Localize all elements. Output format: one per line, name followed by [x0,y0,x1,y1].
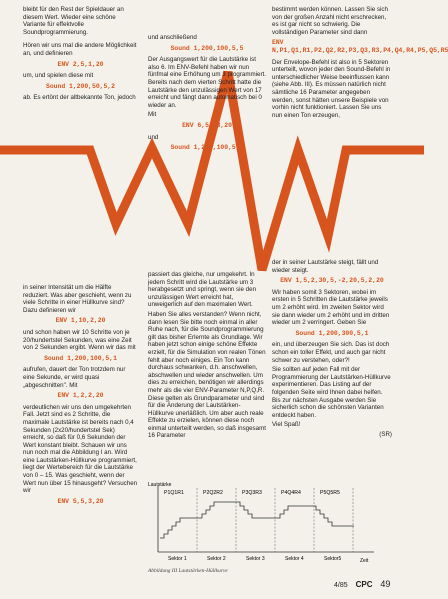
code-command: Sound 1,200,100,5,6 [170,144,244,152]
paragraph: um, und spielen diese mit [23,72,94,80]
envelope-curve [160,502,354,538]
signature: (SR) [379,430,392,438]
page-number: 49 [380,579,391,589]
code-command: ENV N,P1,Q1,R1,P2,Q2,R2,P3,Q3,R3,P4,Q4,R4,P5,Q5,R5 [272,39,448,54]
paragraph: Der Envelope-Befehl ist also in 5 Sektoren unterteilt, wovon jeder den Sound-Befehl in unterschiedlicher Weise beeinflussen kann (siehe Abb. III). Es müssen natürlich nicht sämtliche 16 Parameter angegeben werden, sonst hätten unsere Beispiele von vorhin nicht funktioniert. Lassen Sie uns nun einen Ton erzeugen, [272,58,391,119]
paragraph: und schon haben wir 10 Schritte von je 20/hundertstel Sekunden, was eine Zeit von 2 Sekunden ergibt. Wenn wir das mit [23,328,136,352]
sector-label: Sektor 3 [246,556,265,562]
sector-label: Sektor 2 [207,556,226,562]
paragraph: ein, und überzeugen Sie sich. Das ist doch schon ein toller Effekt, und auch gar nicht schwer zu verstehen, oder?! [272,341,390,364]
paragraph: Mit [148,111,157,119]
paragraph: ab. Es ertönt der altbekannte Ton, jedoch [23,94,136,102]
column-2-bottom [148,271,266,442]
x-axis-label: Zeit [360,558,369,564]
sector-param-label: P2Q2R2 [203,490,223,496]
paragraph: bestimmt werden können. Lassen Sie sich von der großen Anzahl nicht erschrecken, es ist gar nicht so schwierig. Die vollständigen Parameter sind dann [272,6,388,36]
paragraph: bleibt für den Rest der Spieldauer an diesem Wert. Wieder eine schöne Variante für effektvolle Soundprogrammierung. [23,6,124,36]
issue-number: 4/85 [334,582,348,589]
code-command: ENV 1,10,2,20 [55,317,106,325]
column-3-bottom [272,259,392,440]
sector-param-label: P4Q4R4 [281,490,301,496]
sector-label: Sektor 1 [168,556,187,562]
paragraph: in seiner Intensität um die Hälfte reduziert. Was aber geschieht, wenn zu viele Schritte in einer Hüllkurve sind? Dazu definieren wir [23,284,132,314]
column-2-top [148,34,266,156]
paragraph: Haben Sie alles verstanden? Wenn nicht, dann lesen Sie bitte noch einmal in aller Ruhe nach, für die Soundprogrammierung gilt das bisher Erlernte als Grundlage. Wir haben jetzt schon einige schöne Effekte erzielt, für die Simulation von realen Tönen fehlt aber noch einiges. Ein Ton kann durchaus schwanken, d.h. anschwellen, abschwellen und wieder anschwellen. Um dies zu erreichen, benötigen wir allerdings mehr als die vier ENV-Parameter N,P,Q,R. Diese gelten als Grundparameter und sind für die Änderung der Lautstärken-Hüllkurve unerläßlich. Um aber auch reale Effekte zu erzielen, können diese noch einmal unterteilt werden, so daß insgesamt 16 Parameter [148,310,266,440]
column-3-top [272,6,448,121]
paragraph: verdeutlichen wir uns den umgekehrten Fall. Jetzt sind es 2 Schritte, die maximale Lautstärke ist bereits nach 0,4 Sekunden (2x20/hundertstel Sek) erreicht, so daß für 0,6 Sekunden der Wert konstant bleibt. Schauen wir uns nun noch mal die Abbildung I an. Wird eine Lautstärken-Hüllkurve programmiert, liegt der Wertebereich für die Lautstärke von 0 – 15. Was geschieht, wenn der Wert nun über 15 hinausgeht? Versuchen wir [23,403,138,495]
page-footer [334,579,390,589]
paragraph: passiert das gleiche, nur umgekehrt. In jedem Schritt wird die Lautstärke um 3 herabgesetzt und springt, wenn sie den unzulässigen Wert erreicht hat, unweigerlich auf den maximalen Wert. [148,271,257,309]
paragraph: aufrufen, dauert der Ton trotzdem nur eine Sekunde, er wird quasi „abgeschnitten". Mit [23,366,126,389]
sector-label: Sektor 4 [285,556,304,562]
paragraph: Hören wir uns mal die andere Möglichkeit an, und definieren [23,42,137,57]
column-1-bottom [23,284,138,509]
sector-param-label: P3Q3R3 [242,490,262,496]
figure-caption: Abbildung III Lautstärken-Hüllkurve [148,568,228,574]
paragraph: und [148,133,159,141]
paragraph: Sie sollten auf jeden Fall mit der Programmierung der Lautstärken-Hüllkurve experimentieren. Das Listing auf der folgenden Seite wird Ihnen dabei helfen. Bis zur nächsten Ausgabe werden Sie sicherlich schon die schönsten Varianten entdeckt haben. [272,366,391,419]
code-command: Sound 1,200,100,5,5 [170,44,244,52]
paragraph: Viel Spaß! [272,421,301,429]
paragraph: und anschließend [148,34,197,41]
code-command: ENV 1,2,2,20 [57,392,104,400]
code-command: ENV 1,5,2,30,5,-2,20,5,2,20 [280,277,384,285]
code-command: Sound 1,200,100,5,1 [44,354,117,362]
code-command: ENV 5,5,3,20 [57,497,104,505]
code-command: Sound 1,200,300,5,1 [295,329,369,337]
sector-param-label: P5Q5R5 [320,490,340,496]
sector-param-label: P1Q1R1 [164,490,184,496]
magazine-name: CPC [355,580,373,589]
paragraph: Der Ausgangswert für die Lautstärke ist also 6. Im ENV-Befehl haben wir nun fünfmal eine Erhöhung um 3 programmiert. Bereits nach dem vierten Schritt hatte die Lautstärke den unzulässigen Wert von 17 erreicht und fängt dann automatisch bei 0 wieder an. [148,56,266,109]
code-command: Sound 1,200,50,5,2 [45,82,116,90]
column-1-top [23,6,138,104]
sector-label: Sektor5 [324,556,342,562]
y-axis-label: Lautstärke [148,482,172,488]
paragraph: Wir haben somit 3 Sektoren, wobei im ersten in 5 Schritten die Lautstärke jeweils um 2 erhöht wird. Im zweiten Sektor wird sie dann wieder um 2 erhöht und im dritten wieder um 2 verringert. Geben Sie [272,288,390,327]
code-command: ENV 6,5,-3,20 [182,121,232,129]
paragraph: der in seiner Lautstärke steigt, fällt und wieder steigt. [272,259,379,274]
code-command: ENV 2,5,1,20 [57,60,104,68]
envelope-sector-diagram [148,478,388,566]
